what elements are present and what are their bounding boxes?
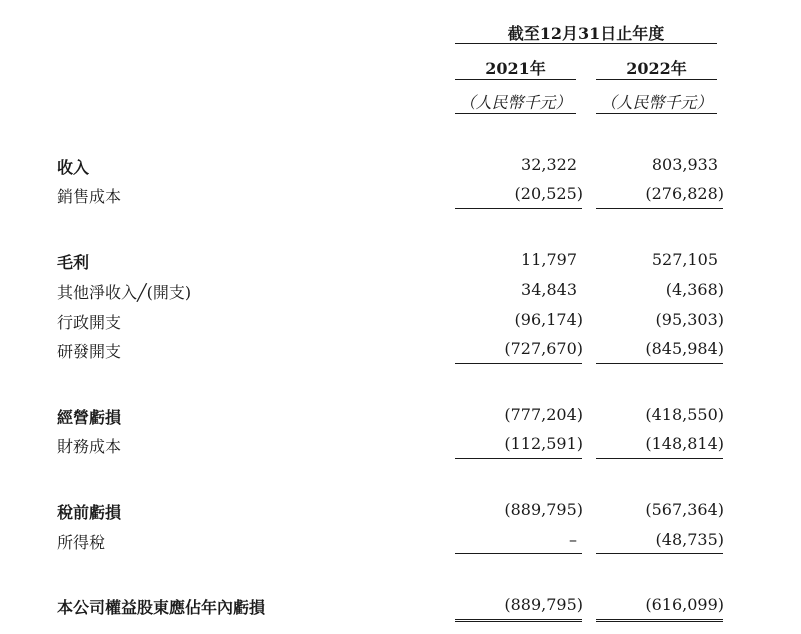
row-value-2022: (845,984) [645, 339, 724, 358]
subtotal-rule [455, 553, 582, 554]
col-2022-unit-rule [596, 113, 717, 114]
row-label: 行政開支 [57, 313, 122, 332]
subtotal-rule [596, 458, 723, 459]
row-label: 毛利 [57, 253, 90, 272]
row-value-2021: (20,525) [514, 184, 583, 203]
subtotal-rule [596, 208, 723, 209]
row-value-2021: (889,795) [504, 595, 583, 614]
row-label: 稅前虧損 [57, 503, 122, 522]
row-label: 研發開支 [57, 342, 122, 361]
total-double-rule [455, 619, 582, 625]
subtotal-rule [455, 458, 582, 459]
row-value-2022: 527,105 [651, 250, 718, 269]
row-value-2022: (148,814) [645, 434, 724, 453]
row-label: 所得稅 [57, 533, 106, 552]
col-2022-unit: （人民幣千元） [600, 93, 713, 112]
row-label: 其他淨收入╱(開支) [57, 283, 192, 302]
row-value-2022: (418,550) [645, 405, 724, 424]
row-value-2021: 11,797 [521, 250, 577, 269]
row-value-2022: 803,933 [651, 155, 718, 174]
col-2021-unit-rule [455, 113, 576, 114]
row-value-2021: 34,843 [521, 280, 577, 299]
row-value-2021: (96,174) [514, 310, 583, 329]
row-value-2021: – [569, 530, 577, 549]
col-2021-year: 2021年 [485, 59, 546, 78]
row-label: 經營虧損 [57, 408, 122, 427]
row-value-2021: (112,591) [504, 434, 583, 453]
row-value-2022: (616,099) [645, 595, 724, 614]
row-value-2022: (276,828) [645, 184, 724, 203]
col-2021-year-rule [455, 79, 576, 80]
period-header: 截至12月31日止年度 [507, 24, 665, 43]
row-label: 本公司權益股東應佔年內虧損 [57, 598, 266, 617]
subtotal-rule [596, 553, 723, 554]
col-2022-year-rule [596, 79, 717, 80]
row-value-2022: (567,364) [645, 500, 724, 519]
col-2021-unit: （人民幣千元） [459, 93, 572, 112]
total-double-rule [596, 619, 723, 625]
subtotal-rule [455, 208, 582, 209]
row-label: 收入 [57, 158, 90, 177]
row-value-2021: (777,204) [504, 405, 583, 424]
row-value-2022: (48,735) [655, 530, 724, 549]
row-value-2021: (727,670) [504, 339, 583, 358]
row-value-2021: 32,322 [521, 155, 577, 174]
period-header-rule [455, 43, 717, 44]
row-value-2022: (4,368) [665, 280, 724, 299]
subtotal-rule [596, 363, 723, 364]
col-2022-year: 2022年 [626, 59, 687, 78]
row-label: 財務成本 [57, 437, 122, 456]
row-value-2022: (95,303) [655, 310, 724, 329]
row-label: 銷售成本 [57, 187, 122, 206]
subtotal-rule [455, 363, 582, 364]
row-value-2021: (889,795) [504, 500, 583, 519]
